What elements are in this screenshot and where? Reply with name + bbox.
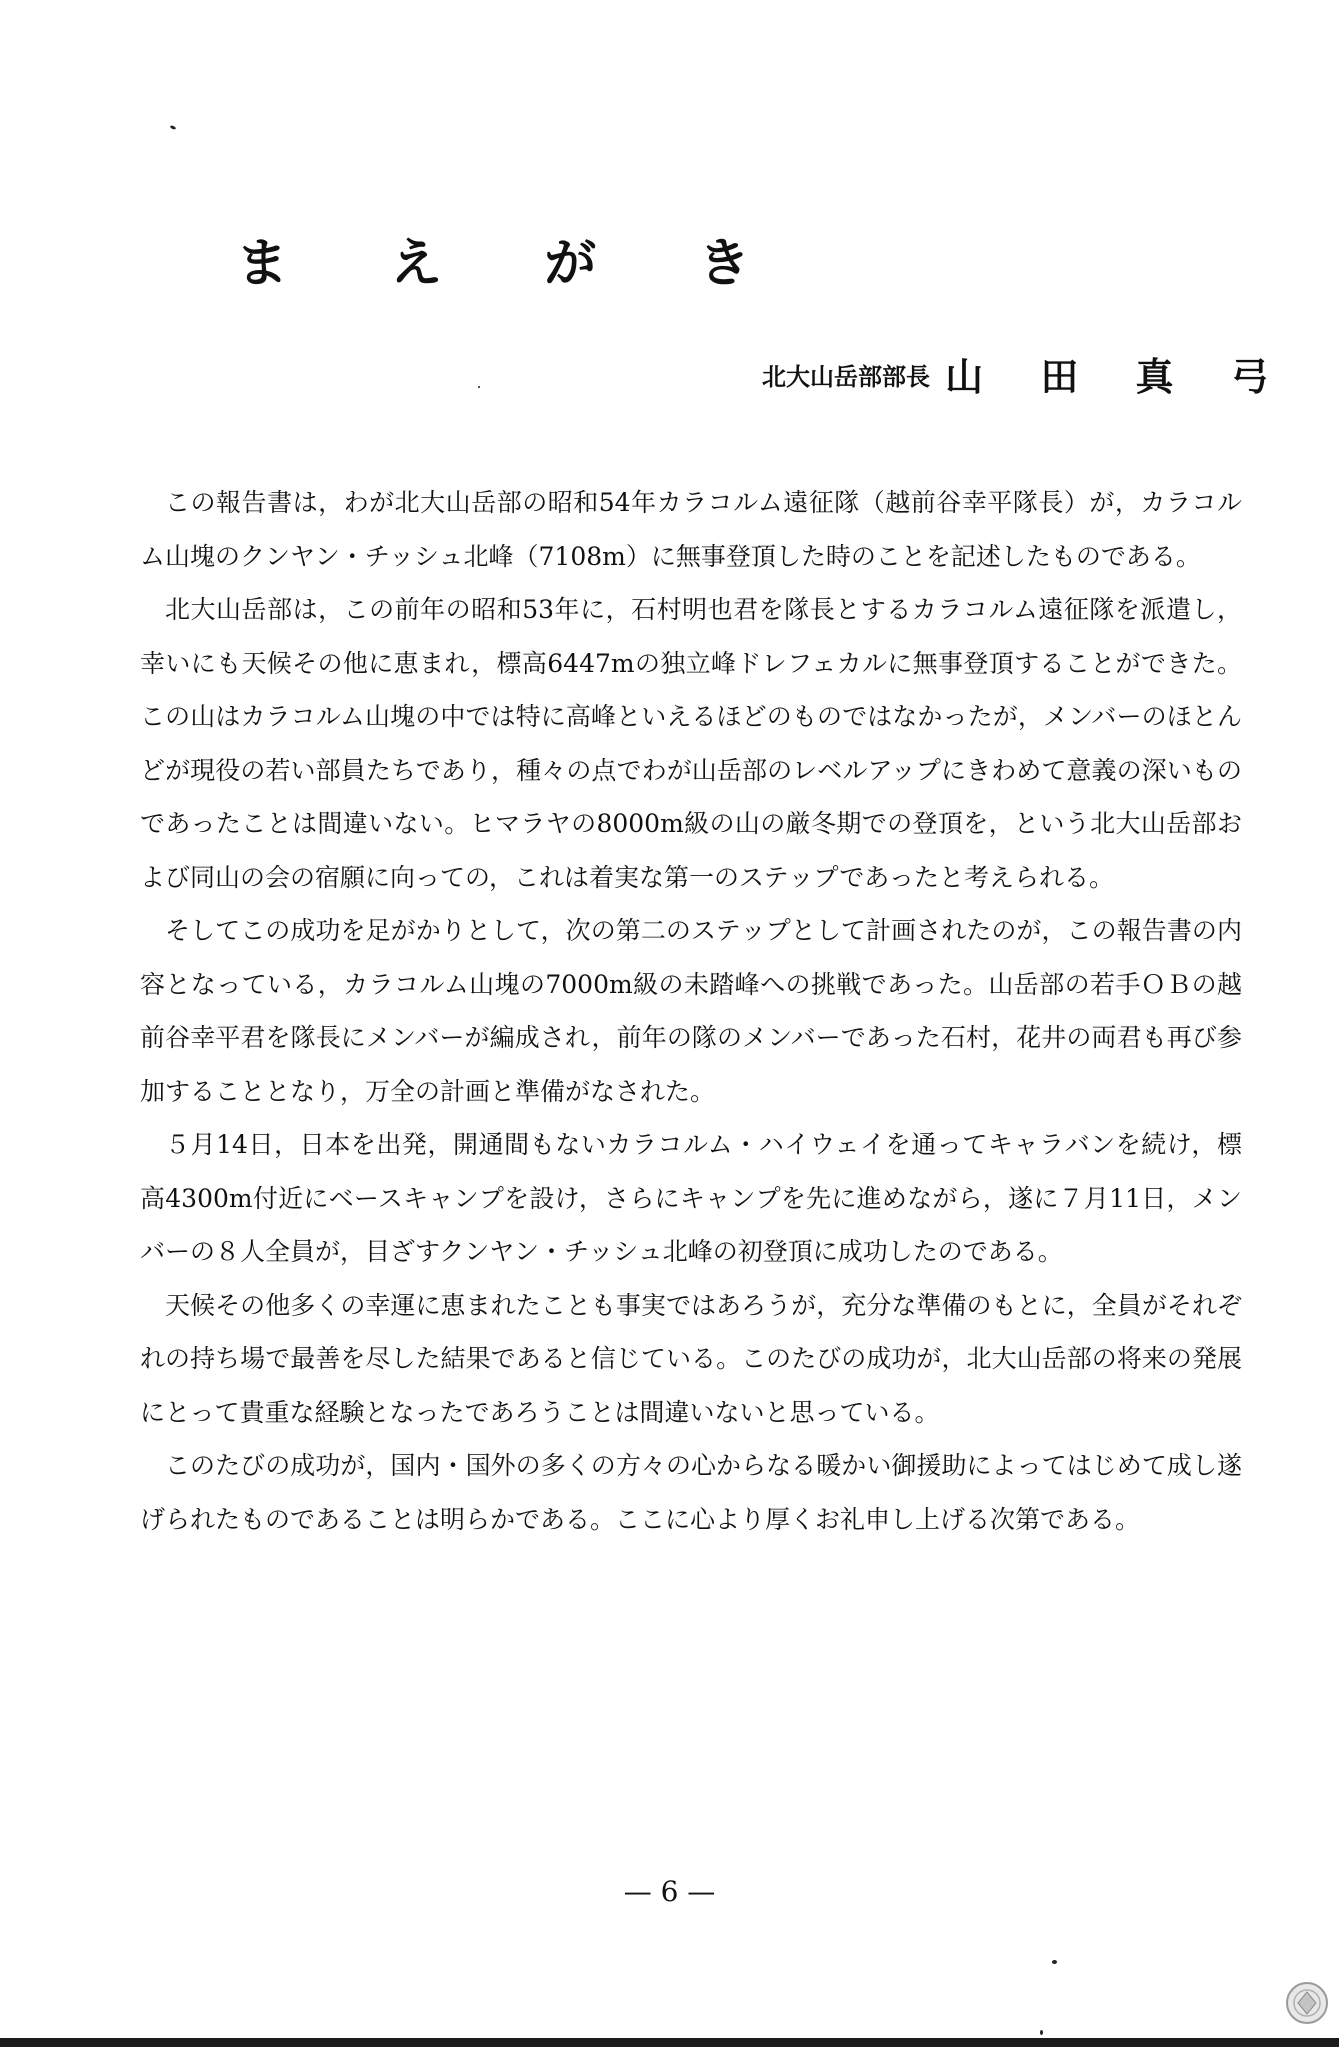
scan-bottom-edge: [0, 2038, 1339, 2047]
page-title: ま え が き: [236, 233, 793, 294]
paragraph: 天候その他多くの幸運に恵まれたことも事実ではあろうが，充分な準備のもとに，全員がそれぞれの持ち場で最善を尽した結果であると信じている。このたびの成功が，北大山岳部の将来の発展にとって貴重な経験となったであろうことは間違いないと思っている。: [140, 1290, 1242, 1427]
scan-speck: [1040, 2030, 1043, 2035]
page-number: — 6 —: [623, 1875, 716, 1908]
scan-speck: [478, 386, 480, 388]
library-stamp-icon: [1284, 1980, 1330, 2026]
paragraph: そしてこの成功を足がかりとして，次の第二のステップとして計画されたのが，この報告書の内容となっている，カラコルム山塊の7000m級の未踏峰への挑戦であった。山岳部の若手ＯＢの越前谷幸平君を隊長にメンバーが編成され，前年の隊のメンバーであった石村，花井の両君も再び参加することとなり，万全の計画と準備がなされた。: [140, 916, 1242, 1106]
scan-speck: [170, 125, 177, 130]
paragraph: この報告書は，わが北大山岳部の昭和54年カラコルム遠征隊（越前谷幸平隊長）が，カラコルム山塊のクンヤン・チッシュ北峰（7108m）に無事登頂した時のことを記述したものである。: [140, 488, 1242, 571]
scan-speck: [1052, 1960, 1057, 1964]
author-line: [762, 354, 1291, 399]
author-name: 山 田 真 弓: [945, 354, 1291, 399]
paragraph: 北大山岳部は，この前年の昭和53年に，石村明也君を隊長とするカラコルム遠征隊を派遣し，幸いにも天候その他に恵まれ，標高6447mの独立峰ドレフェカルに無事登頂することができた。この山はカラコルム山塊の中では特に高峰といえるほどのものではなかったが，メンバーのほとんどが現役の若い部員たちであり，種々の点でわが山岳部のレベルアップにきわめて意義の深いものであったことは間違いない。ヒマラヤの8000m級の山の厳冬期での登頂を，という北大山岳部および同山の会の宿願に向っての，これは着実な第一のステップであったと考えられる。: [140, 595, 1242, 892]
paragraph: ５月14日，日本を出発，開通間もないカラコルム・ハイウェイを通ってキャラバンを続け，標高4300m付近にベースキャンプを設け，さらにキャンプを先に進めながら，遂に７月11日，メンバーの８人全員が，目ざすクンヤン・チッシュ北峰の初登頂に成功したのである。: [140, 1130, 1242, 1266]
body-text: [140, 476, 1242, 1546]
author-affiliation: 北大山岳部部長: [762, 362, 930, 391]
paragraph: このたびの成功が，国内・国外の多くの方々の心からなる暖かい御援助によってはじめて成し遂げられたものであることは明らかである。ここに心より厚くお礼申し上げる次第である。: [140, 1451, 1242, 1534]
